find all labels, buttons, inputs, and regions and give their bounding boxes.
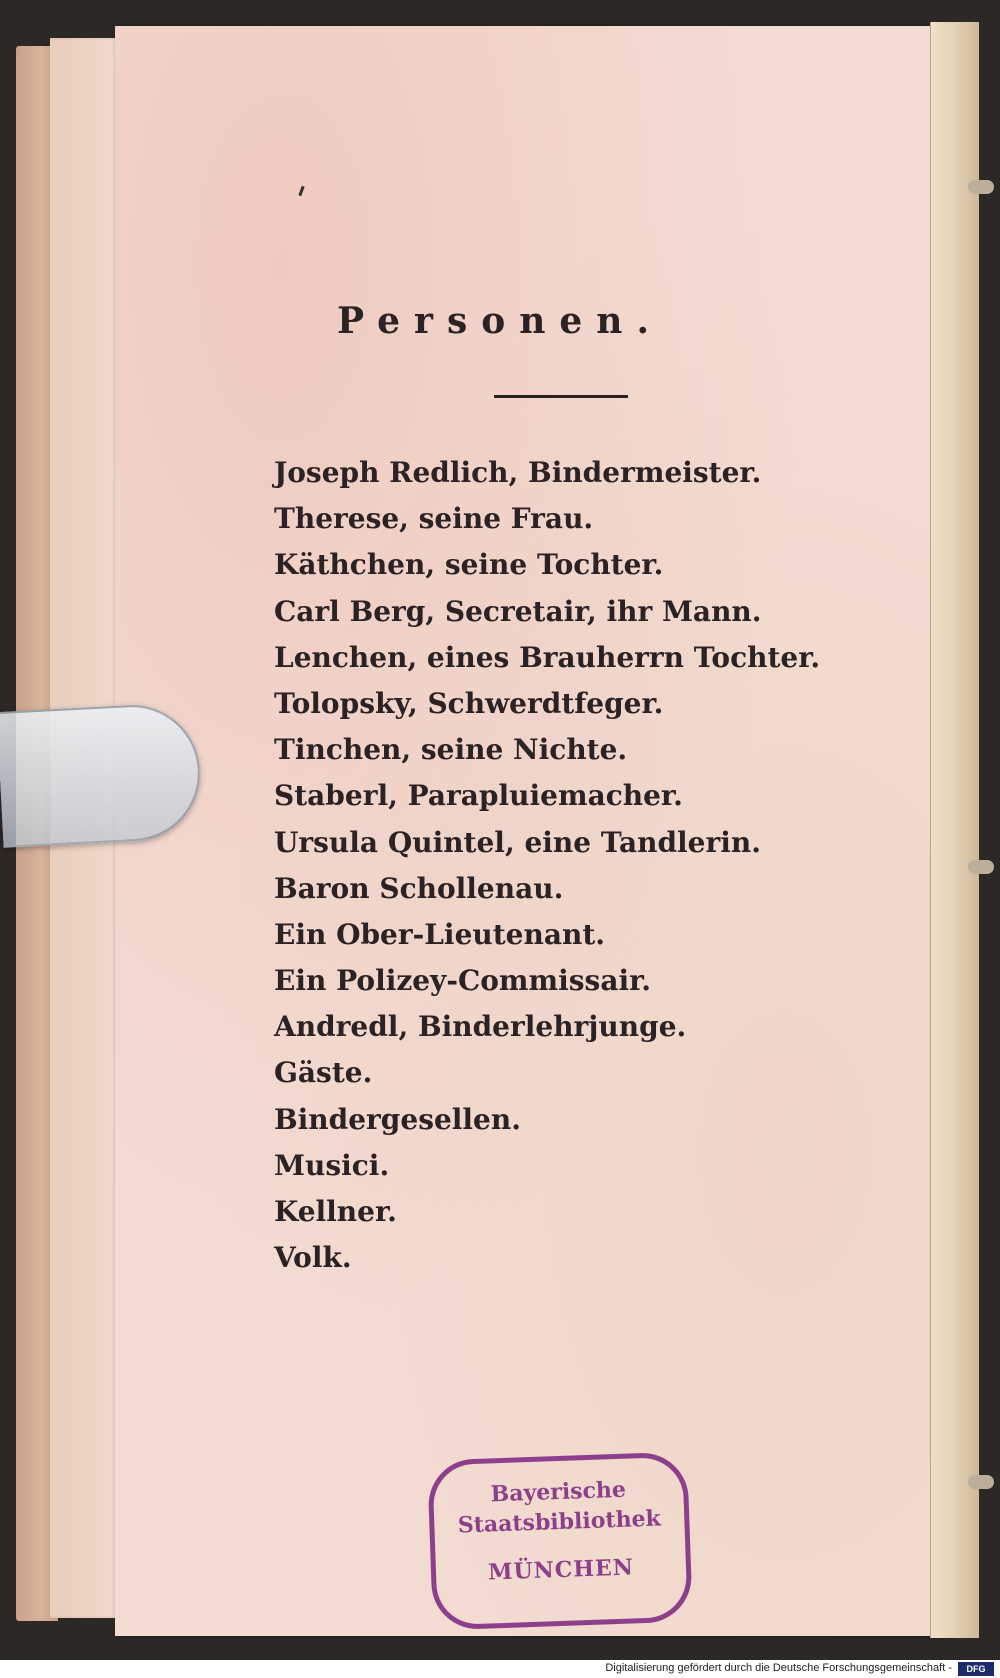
cast-entry: Kellner. [274, 1195, 397, 1228]
stamp-line: MÜNCHEN [487, 1554, 635, 1586]
cast-entry: Baron Schollenau. [274, 871, 564, 905]
cast-entry: Joseph Redlich, Bindermeister. [274, 456, 762, 489]
library-stamp [427, 1452, 693, 1631]
cast-entry: Musici. [274, 1148, 390, 1182]
cast-entry: Ursula Quintel, eine Tandlerin. [274, 825, 761, 859]
book-gutter [930, 22, 979, 1638]
cast-entry: Ein Ober-Lieutenant. [274, 917, 606, 951]
binding-thread [968, 1475, 994, 1489]
cast-list [274, 450, 820, 1281]
cast-entry: Käthchen, seine Tochter. [274, 548, 664, 582]
cast-entry: Therese, seine Frau. [274, 502, 594, 536]
cast-entry: Tinchen, seine Nichte. [274, 733, 628, 767]
title-rule [494, 395, 628, 398]
dfg-logo: DFG [958, 1662, 994, 1676]
cast-entry: Ein Polizey-Commissair. [274, 964, 652, 998]
cast-entry: Andredl, Binderlehrjunge. [274, 1010, 687, 1044]
binding-thread [968, 180, 994, 194]
cast-entry: Tolopsky, Schwerdtfeger. [274, 686, 664, 720]
cast-entry: Gäste. [274, 1056, 373, 1090]
digitization-credit: Digitalisierung gefördert durch die Deutsche Forschungsgemeinschaft - [605, 1662, 952, 1674]
stamp-line: Bayerische [490, 1476, 627, 1508]
cast-entry: Staberl, Parapluiemacher. [274, 779, 683, 813]
binding-thread [968, 860, 994, 874]
cast-entry: Lenchen, eines Brauherrn Tochter. [274, 640, 821, 674]
stamp-line: Staatsbibliothek [457, 1505, 662, 1539]
page-holder-tab[interactable] [0, 702, 203, 848]
page-title: Personen. [336, 300, 664, 342]
cast-entry: Carl Berg, Secretair, ihr Mann. [274, 594, 762, 628]
cast-entry: Volk. [274, 1241, 352, 1275]
cast-entry: Bindergesellen. [274, 1102, 521, 1136]
